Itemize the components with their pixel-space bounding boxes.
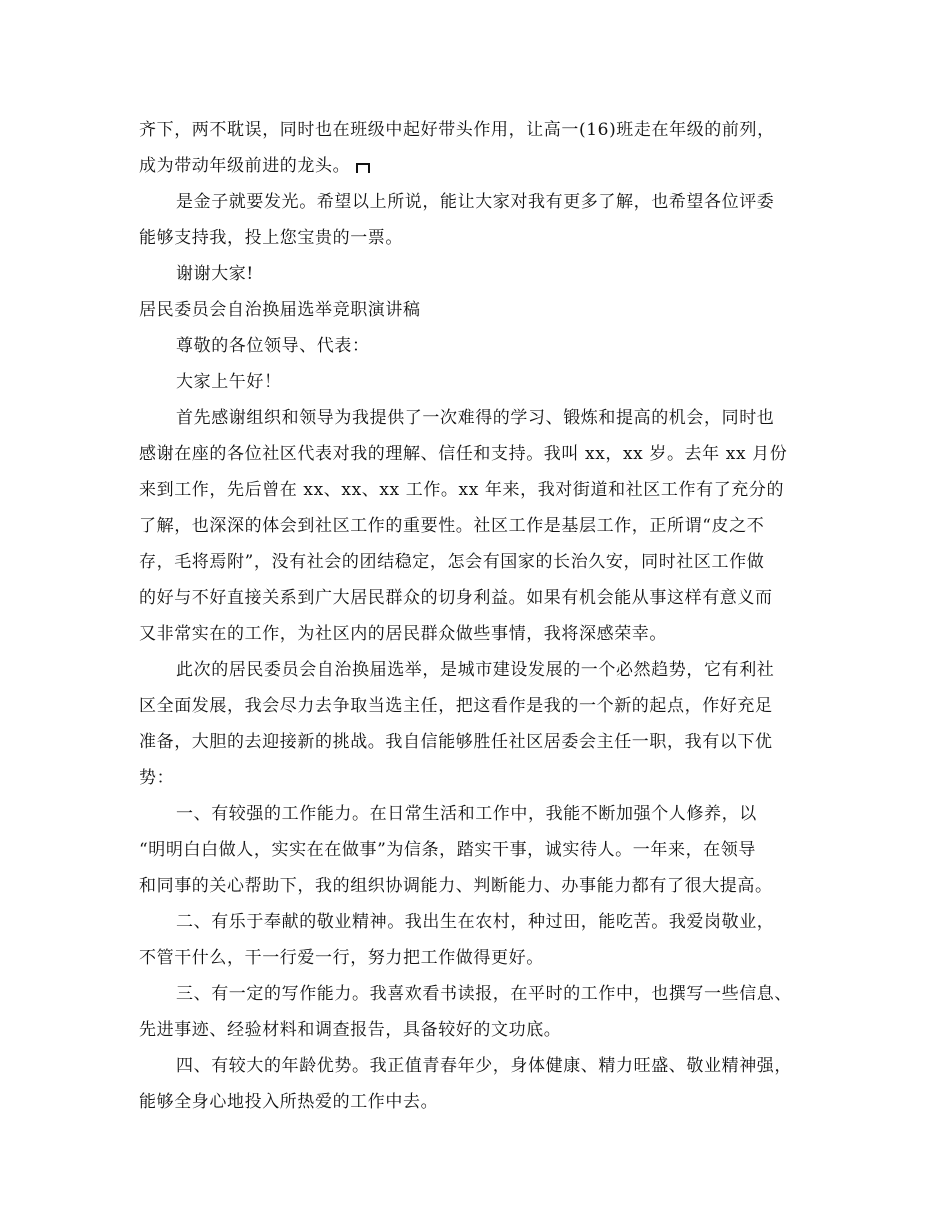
text-line-content: 二、有乐于奉献的敬业精神。我出生在农村，种过田，能吃苦。我爱岗敬业， xyxy=(176,912,775,932)
text-line-content: 能够支持我，投上您宝贵的一票。 xyxy=(139,228,403,248)
text-line-content: 四、有较大的年龄优势。我正值青春年少，身体健康、精力旺盛、敬业精神强， xyxy=(176,1056,792,1076)
text-line xyxy=(139,868,829,904)
text-line-content: 感谢在座的各位社区代表对我的理解、信任和支持。我叫 xx，xx 岁。去年 xx 月份 xyxy=(139,444,788,464)
text-line-content: 和同事的关心帮助下，我的组织协调能力、判断能力、办事能力都有了很大提高。 xyxy=(139,876,773,896)
text-line-content: 又非常实在的工作，为社区内的居民群众做些事情，我将深感荣幸。 xyxy=(139,624,667,644)
text-line-content: 先进事迹、经验材料和调查报告，具备较好的文功底。 xyxy=(139,1020,562,1040)
text-line xyxy=(139,400,829,436)
text-line-content: 此次的居民委员会自治换届选举，是城市建设发展的一个必然趋势，它有利社 xyxy=(176,660,775,680)
text-line xyxy=(139,364,829,400)
text-line xyxy=(139,436,829,472)
text-line-content: 首先感谢组织和领导为我提供了一次难得的学习、锻炼和提高的机会，同时也 xyxy=(176,408,775,428)
text-line-content: 尊敬的各位领导、代表： xyxy=(176,336,370,356)
text-line-content: 来到工作，先后曾在 xx、xx、xx 工作。xx 年来，我对街道和社区工作有了充分的 xyxy=(139,480,785,500)
text-line xyxy=(139,616,829,652)
text-line-content: “明明白白做人，实实在在做事”为信条，踏实干事，诚实待人。一年来，在领导 xyxy=(139,840,756,860)
text-line-content: 区全面发展，我会尽力去争取当选主任，把这看作是我的一个新的起点，作好充足 xyxy=(139,696,773,716)
text-line xyxy=(139,832,829,868)
text-line-content: 是金子就要发光。希望以上所说，能让大家对我有更多了解，也希望各位评委 xyxy=(176,192,775,212)
text-line-content: 大家上午好！ xyxy=(176,372,282,392)
text-line xyxy=(139,796,829,832)
document-body xyxy=(139,112,829,1120)
text-line xyxy=(139,940,829,976)
text-line xyxy=(139,292,829,328)
text-line xyxy=(139,580,829,616)
text-line xyxy=(139,1012,829,1048)
text-line-content: 准备，大胆的去迎接新的挑战。我自信能够胜任社区居委会主任一职，我有以下优 xyxy=(139,732,773,752)
text-line xyxy=(139,688,829,724)
text-line-content: 了解，也深深的体会到社区工作的重要性。社区工作是基层工作，正所谓“皮之不 xyxy=(139,516,765,536)
text-line xyxy=(139,1084,829,1120)
text-line xyxy=(139,220,829,256)
text-line xyxy=(139,760,829,796)
text-line xyxy=(139,184,829,220)
text-line-content: 齐下，两不耽误，同时也在班级中起好带头作用，让高一(16)班走在年级的前列， xyxy=(139,120,775,140)
text-line xyxy=(139,112,829,148)
text-line xyxy=(139,508,829,544)
text-line xyxy=(139,652,829,688)
text-line xyxy=(139,976,829,1012)
text-line-content: 不管干什么，干一行爱一行，努力把工作做得更好。 xyxy=(139,948,544,968)
text-line xyxy=(139,256,829,292)
text-line-content: 三、有一定的写作能力。我喜欢看书读报，在平时的工作中，也撰写一些信息、 xyxy=(176,984,792,1004)
text-line xyxy=(139,904,829,940)
text-line-content: 谢谢大家! xyxy=(176,264,254,284)
text-line xyxy=(139,328,829,364)
text-line xyxy=(139,724,829,760)
text-line xyxy=(139,544,829,580)
bracket-mark-icon xyxy=(356,163,370,173)
text-line-content: 势： xyxy=(139,768,175,788)
text-line xyxy=(139,1048,829,1084)
text-line-content: 的好与不好直接关系到广大居民群众的切身利益。如果有机会能从事这样有意义而 xyxy=(139,588,773,608)
text-line xyxy=(139,472,829,508)
text-line-content: 能够全身心地投入所热爱的工作中去。 xyxy=(139,1092,439,1112)
text-line-content: 一、有较强的工作能力。在日常生活和工作中，我能不断加强个人修养，以 xyxy=(176,804,757,824)
text-line-content: 成为带动年级前进的龙头。 xyxy=(139,156,351,176)
text-line-content: 居民委员会自治换届选举竞职演讲稿 xyxy=(139,300,421,320)
text-line-content: 存，毛将焉附”，没有社会的团结稳定，怎会有国家的长治久安，同时社区工作做 xyxy=(139,552,765,572)
text-line xyxy=(139,148,829,184)
